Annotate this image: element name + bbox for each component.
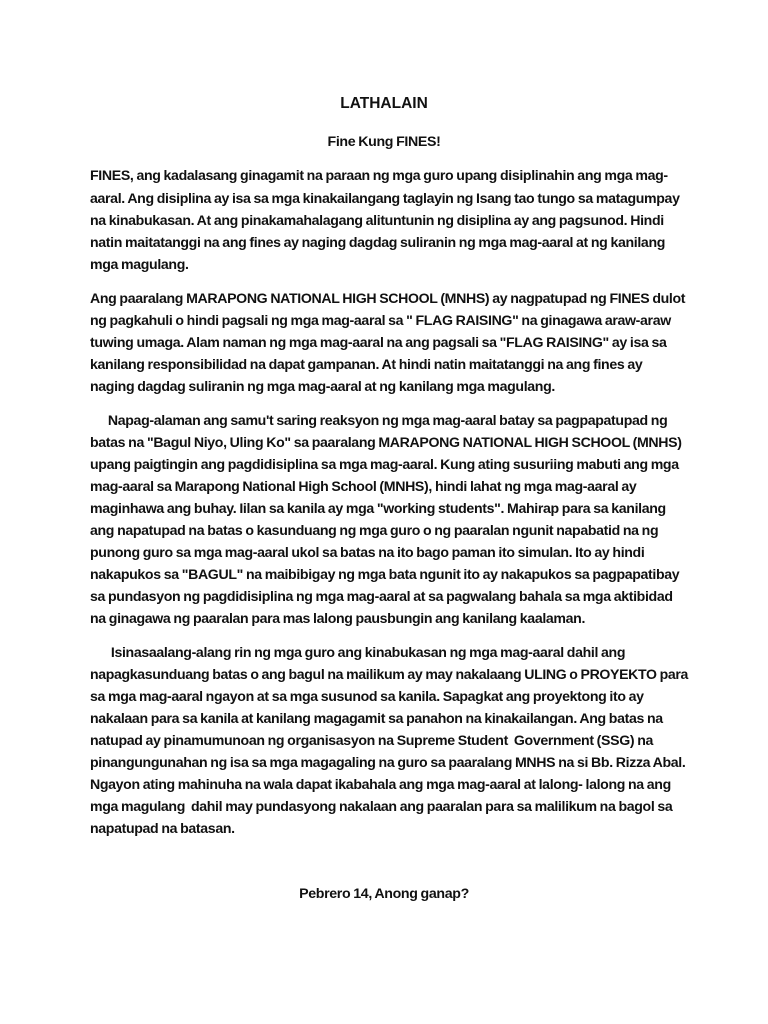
- paragraph-4-line-8: mga magulang dahil may pundasyong nakalaan ang paaralan para sa malilikum na bagol sa: [90, 799, 673, 815]
- paragraph-3-line-1: Napag-alaman ang samu't saring reaksyon ng mga mag-aaral batay sa pagpapatupad ng: [90, 413, 668, 429]
- paragraph-2-line-1: Ang paaralang MARAPONG NATIONAL HIGH SCHOOL (MNHS) ay nagpatupad ng FINES dulot: [90, 291, 686, 307]
- paragraph-2-line-3: tuwing umaga. Alam naman ng mga mag-aaral na ang pagsali sa "FLAG RAISING" ay isa sa: [90, 335, 667, 351]
- paragraph-1-line-5: mga magulang.: [90, 257, 189, 273]
- next-article-heading: Pebrero 14, Anong ganap?: [299, 886, 469, 902]
- paragraph-3-line-10: na ginagawa ng paaralan para mas lalong pausbungin ang kanilang kaalaman.: [90, 611, 586, 627]
- paragraph-1-line-3: na kinabukasan. At ang pinakamahalagang alituntunin ng disiplina ay ang pagsunod. Hindi: [90, 213, 664, 229]
- paragraph-4-line-5: natupad ay pinamumunoan ng organisasyon na Supreme Student Government (SSG) na: [90, 733, 654, 749]
- paragraph-2-line-5: naging dagdag suliranin ng mga mag-aaral at ng kanilang mga magulang.: [90, 379, 555, 395]
- paragraph-4-line-2: napagkasunduang batas o ang bagul na mailikum ay may nakalaang ULING o PROYEKTO para: [90, 667, 688, 683]
- paragraph-3-line-3: upang paigtingin ang pagdidisiplina sa mga mag-aaral. Kung ating susuriing mabuti ang mga: [90, 457, 679, 473]
- paragraph-1-line-4: natin maitatanggi na ang fines ay naging dagdag suliranin ng mga mag-aaral at ng kanilang: [90, 235, 666, 251]
- paragraph-3-line-9: sa pundasyon ng pagdidisiplina ng mga mag-aaral at sa pagwalang bahala sa mga aktibidad: [90, 589, 673, 605]
- paragraph-3-line-6: ang napatupad na batas o kasunduang ng mga guro o ng paaralan ngunit napabatid na ng: [90, 523, 659, 539]
- paragraph-3-line-4: mag-aaral sa Marapong National High School (MNHS), hindi lahat ng mga mag-aaral ay: [90, 479, 637, 495]
- paragraph-3-line-8: nakapukos sa "BAGUL" na maibibigay ng mga bata ngunit ito ay nakapukos sa pagpapatibay: [90, 567, 680, 583]
- paragraph-1-line-2: aaral. Ang disiplina ay isa sa mga kinakailangang taglayin ng Isang tao tungo sa matagumpay: [90, 191, 680, 207]
- paragraph-3-line-2: batas na "Bagul Niyo, Uling Ko" sa paaralang MARAPONG NATIONAL HIGH SCHOOL (MNHS): [90, 435, 682, 451]
- paragraph-1-line-1: FINES, ang kadalasang ginagamit na paraan ng mga guro upang disiplinahin ang mga mag-: [90, 168, 668, 184]
- paragraph-4-line-1: Isinasaalang-alang rin ng mga guro ang kinabukasan ng mga mag-aaral dahil ang: [90, 645, 626, 661]
- paragraph-4-line-6: pinangungunahan ng isa sa mga magagaling na guro sa paaralang MNHS na si Bb. Rizza Abal.: [90, 755, 686, 771]
- document-title: LATHALAIN: [340, 95, 428, 112]
- article-subtitle: Fine Kung FINES!: [327, 134, 441, 150]
- paragraph-4-line-4: nakalaan para sa kanila at kanilang magagamit sa panahon na kinakailangan. Ang batas na: [90, 711, 663, 727]
- paragraph-4-line-7: Ngayon ating mahinuha na wala dapat ikabahala ang mga mag-aaral at lalong- lalong na ang: [90, 777, 671, 793]
- paragraph-3-line-7: punong guro sa mga mag-aaral ukol sa batas na ito bago paman ito simulan. Ito ay hindi: [90, 545, 645, 561]
- paragraph-2-line-4: kanilang responsibilidad na dapat gampanan. At hindi natin maitatanggi na ang fines ay: [90, 357, 643, 373]
- paragraph-3-line-5: maginhawa ang buhay. Iilan sa kanila ay mga "working students". Mahirap para sa kanilang: [90, 501, 666, 517]
- paragraph-4-line-9: napatupad na batasan.: [90, 821, 235, 837]
- paragraph-2-line-2: ng pagkahuli o hindi pagsali ng mga mag-aaral sa " FLAG RAISING" na ginagawa araw-araw: [90, 313, 671, 329]
- paragraph-4-line-3: sa mga mag-aaral ngayon at sa mga susunod sa kanila. Sapagkat ang proyektong ito ay: [90, 689, 644, 705]
